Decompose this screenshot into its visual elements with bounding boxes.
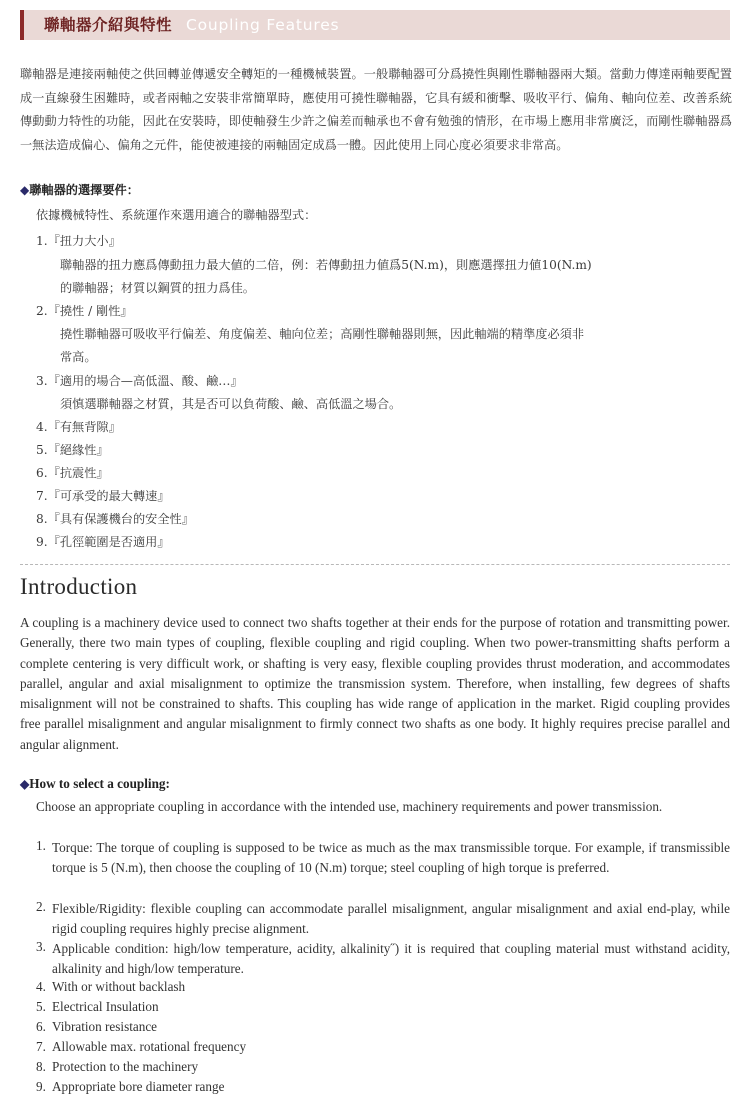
english-item-6-number: 6.: [36, 1019, 46, 1034]
chinese-item-3-label: 3.『適用的場合—高低溫、酸、鹼…』: [36, 374, 243, 388]
chinese-item-8-label: 8.『具有保護機台的安全性』: [36, 512, 194, 526]
header-title-chinese: 聯軸器介紹與特性: [44, 16, 173, 34]
english-item-3-number: 3.: [36, 939, 46, 954]
english-item-1-text: Torque: The torque of coupling is supposed to be twice as much as the max transmissible torque. For example, if transmissible torque is 5 (N.m), then choose the coupling of 10 (N.m) torque; steel coupling of high torque is preferred.: [52, 840, 730, 876]
chinese-item-3-desc-line1: 須慎選聯軸器之材質，其是否可以負荷酸、鹼、高低溫之場合。: [60, 397, 402, 411]
english-item-4-number: 4.: [36, 979, 46, 994]
chinese-item-6-label: 6.『抗震性』: [36, 466, 109, 480]
english-heading-text: How to select a coupling:: [29, 776, 170, 791]
english-item-2-text: Flexible/Rigidity: flexible coupling can accommodate parallel misalignment, angular misalignment and axial end-play, while rigid coupling requires highly precise alignment.: [52, 901, 730, 937]
english-item-2-number: 2.: [36, 899, 46, 914]
chinese-heading-text: 聯軸器的選擇要件：: [29, 183, 139, 197]
english-item-4-text: With or without backlash: [52, 979, 186, 994]
header-title-english: Coupling Features: [186, 16, 340, 34]
chinese-item-1-desc-line1: 聯軸器的扭力應爲傳動扭力最大値的二倍，例：若傳動扭力値爲5(N.m)，則應選擇扭力値10(N.m): [60, 258, 592, 272]
dashed-divider: [20, 564, 730, 565]
english-item-9-number: 9.: [36, 1079, 46, 1094]
chinese-item-5-label: 5.『絕緣性』: [36, 443, 109, 457]
chinese-item-2-label: 2.『撓性 / 剛性』: [36, 304, 133, 318]
english-item-8-number: 8.: [36, 1059, 46, 1074]
english-intro-paragraph: A coupling is a machinery device used to connect two shafts together at their ends for the purpose of rotation and transmitting power. Generally, there two main types of coupling, flexible coupling and rigid coupling. When two power-transmitting shafts perform a complete centering is very difficult work, or shafting is very easy, flexible coupling provides thrust moderation, and accommodates parallel, angular and axial misalignment to optimize the transmission system. Therefore, when installing, few degrees of shafts misalignment will not be constrained to shafts. This coupling has wide range of application in the market. Rigid coupling provides free parallel misalignment and angular misalignment to firmly connect two shafts as one body. It highly requires precise parallel and angular alignment.: [20, 615, 730, 752]
english-lead-text: Choose an appropriate coupling in accordance with the intended use, machinery requirements and power transmission.: [36, 799, 663, 814]
english-item-1-number: 1.: [36, 838, 46, 853]
english-item-5-number: 5.: [36, 999, 46, 1014]
english-item-7-number: 7.: [36, 1039, 46, 1054]
chinese-item-7-label: 7.『可承受的最大轉速』: [36, 489, 170, 503]
english-item-6-text: Vibration resistance: [52, 1019, 158, 1034]
chinese-item-1-label: 1.『扭力大小』: [36, 234, 121, 248]
chinese-intro-paragraph: 聯軸器是連接兩軸使之供回轉並傳遞安全轉矩的一種機械裝置。一般聯軸器可分爲撓性與剛性聯軸器兩大類。當動力傳達兩軸要配置成一直線發生困難時，或者兩軸之安裝非常簡單時，應使用可撓性聯軸器，它具有緩和衝擊、吸收平行、偏角、軸向位差、改善系統傳動動力特性的功能，因此在安裝時，即使軸發生少許之偏差而軸承也不會有勉強的情形，在市場上應用非常廣泛，而剛性聯軸器爲一無法造成偏心、偏角之元件，能使被連接的兩軸固定成爲一體。因此使用上同心度必須要求非常高。: [20, 67, 732, 152]
chinese-item-2-desc-line1: 撓性聯軸器可吸收平行偏差、角度偏差、軸向位差；高剛性聯軸器則無，因此軸端的精準度必須非: [60, 327, 585, 341]
diamond-bullet-icon: ◆: [20, 777, 30, 791]
chinese-item-1-desc-line2: 的聯軸器；材質以鋼質的扭力爲佳。: [60, 281, 255, 295]
english-selection-heading: [20, 776, 170, 792]
introduction-title: Introduction: [20, 574, 138, 599]
chinese-selection-heading: [20, 181, 139, 198]
section-header: [20, 10, 730, 40]
english-item-3-text: Applicable condition: high/low temperature, acidity, alkalinity˝) it is required that coupling material must withstand acidity, alkalinity and high/low temperature.: [52, 941, 730, 977]
chinese-lead-text: 依據機械特性、系統運作來選用適合的聯軸器型式：: [36, 208, 317, 222]
english-item-9-text: Appropriate bore diameter range: [52, 1079, 225, 1094]
chinese-item-4-label: 4.『有無背隙』: [36, 420, 121, 434]
chinese-item-2-desc-line2: 常高。: [60, 350, 97, 364]
diamond-bullet-icon: ◆: [20, 183, 30, 197]
english-item-8-text: Protection to the machinery: [52, 1059, 199, 1074]
english-item-5-text: Electrical Insulation: [52, 999, 159, 1014]
chinese-item-9-label: 9.『孔徑範圍是否適用』: [36, 535, 170, 549]
english-item-7-text: Allowable max. rotational frequency: [52, 1039, 247, 1054]
